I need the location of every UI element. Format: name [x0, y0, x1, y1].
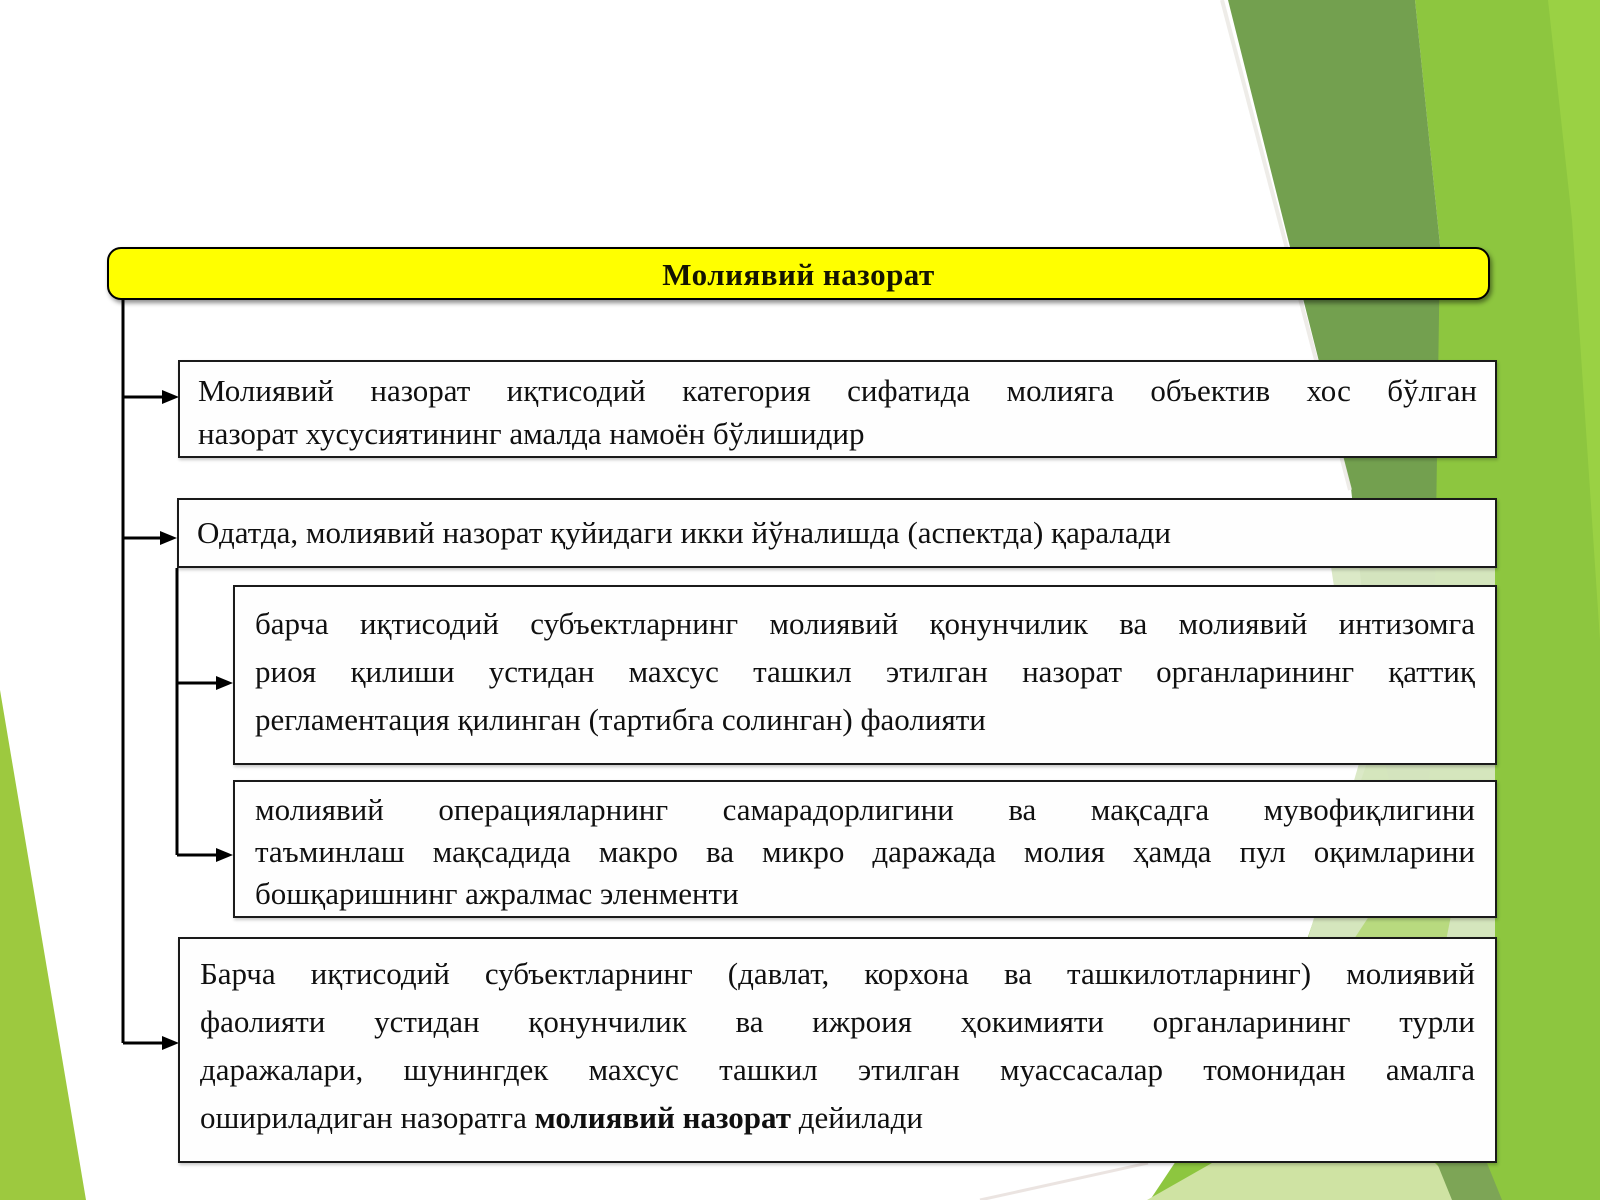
- box-conclusion-line: фаолияти устидан қонунчилик ва ижроия ҳокимияти органларининг турли: [200, 1004, 1475, 1039]
- page-title: Молиявий назорат: [662, 256, 935, 292]
- box-definition-line: Молиявий назорат иқтисодий категория сифатида молияга объектив хос бўлган: [198, 373, 1477, 408]
- conclusion-text-after: дейилади: [790, 1100, 924, 1135]
- box-aspect-strict: [233, 585, 1497, 765]
- arrow-to-aspects-intro: [123, 531, 177, 545]
- green-corner-wedge: [0, 690, 86, 1200]
- box-aspect-management: [233, 780, 1497, 918]
- box-definition: [178, 360, 1497, 458]
- box-aspect-management-line: бошқаришнинг ажралмас эленменти: [255, 876, 739, 911]
- box-conclusion-line: Барча иқтисодий субъектларнинг (давлат, корхона ва ташкилотларнинг) молиявий: [200, 956, 1475, 991]
- box-aspects-intro-line: Одатда, молиявий назорат қуйидаги икки йўналишда (аспектда) қаралади: [197, 515, 1171, 550]
- box-definition-line: назорат хусусиятининг амалда намоён бўлишидир: [198, 416, 865, 451]
- conclusion-term-bold: молиявий назорат: [534, 1100, 791, 1135]
- box-aspect-strict-line: барча иқтисодий субъектларнинг молиявий қонунчилик ва молиявий интизомга: [255, 606, 1475, 641]
- arrow-to-conclusion: [123, 1036, 179, 1050]
- arrow-to-aspect-strict: [177, 676, 233, 690]
- box-aspect-management-line: таъминлаш мақсадида макро ва микро даражада молия ҳамда пул оқимларини: [255, 834, 1475, 869]
- box-conclusion-last-line: [200, 1094, 1475, 1142]
- arrow-to-aspect-management: [177, 848, 233, 862]
- box-conclusion-line: даражалари, шунингдек махсус ташкил этилган муассасалар томонидан амалга: [200, 1052, 1475, 1087]
- conclusion-text-before: ошириладиган назоратга: [200, 1100, 535, 1135]
- faint-bottom-line: [980, 1163, 1148, 1200]
- box-aspect-management-line: молиявий операцияларнинг самарадорлигини ва мақсадга мувофиқлигини: [255, 792, 1475, 827]
- box-aspect-strict-line: регламентация қилинган (тартибга солинган) фаолияти: [255, 702, 986, 737]
- arrow-to-definition: [123, 390, 179, 404]
- box-aspect-strict-line: риоя қилиши устидан махсус ташкил этилган назорат органларининг қаттиқ: [255, 654, 1475, 689]
- title-banner: [107, 247, 1490, 300]
- box-aspects-intro: [177, 498, 1497, 568]
- box-conclusion: [178, 937, 1497, 1163]
